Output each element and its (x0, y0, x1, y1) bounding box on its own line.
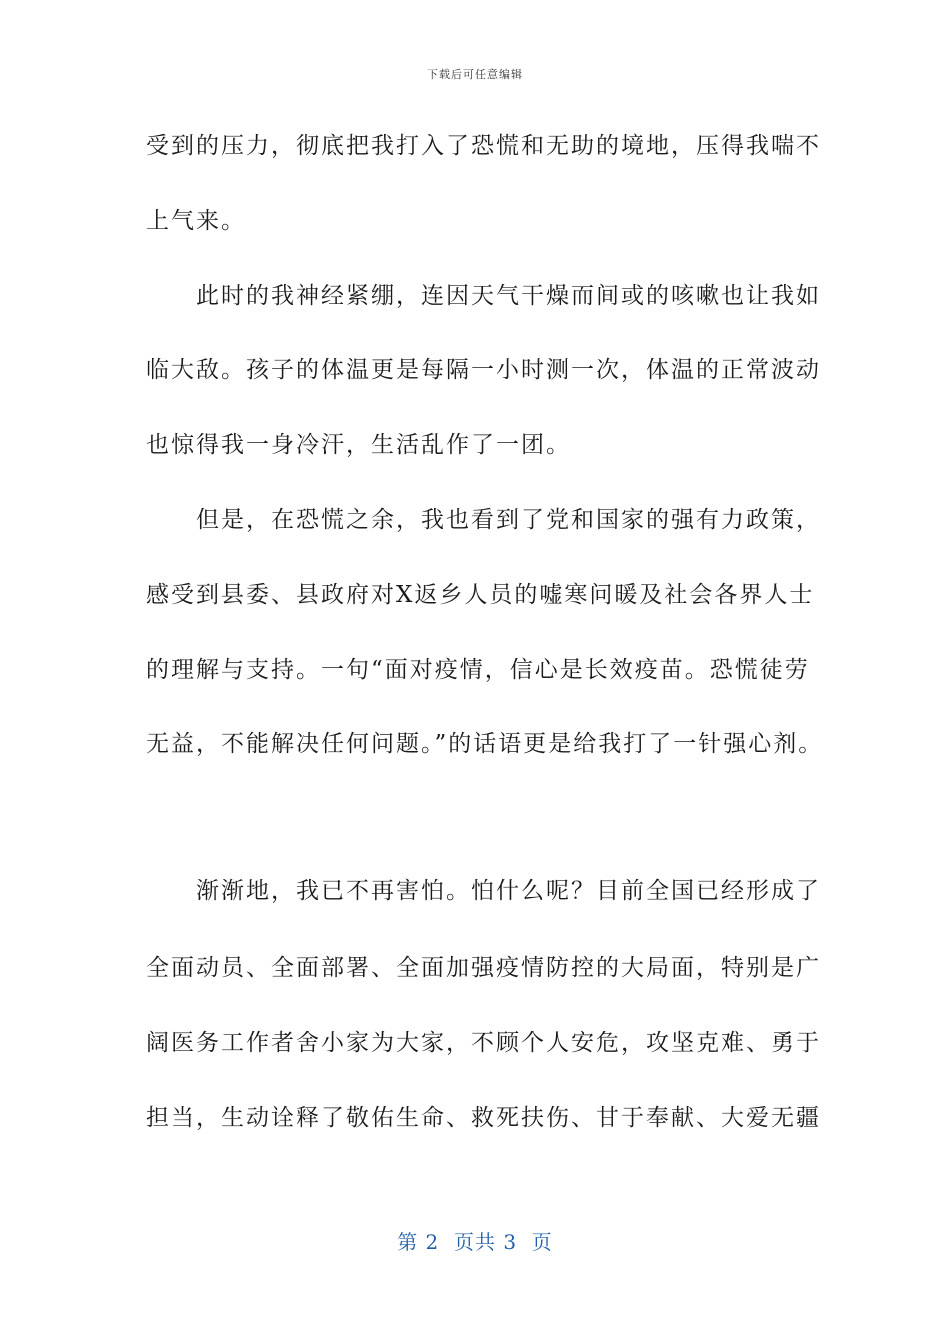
text-line: 也惊得我一身冷汗，生活乱作了一团。 (146, 432, 571, 458)
text-line: 受到的压力，彻底把我打入了恐慌和无助的境地，压得我喘不 (146, 133, 821, 159)
text-line: 渐渐地，我已不再害怕。怕什么呢？目前全国已经形成了 (146, 878, 821, 904)
text-line: 临大敌。孩子的体温更是每隔一小时测一次，体温的正常波动 (146, 357, 821, 383)
text-line: 此时的我神经紧绷，连因天气干燥而间或的咳嗽也让我如 (146, 283, 821, 309)
text-line: 担当，生动诠释了敬佑生命、救死扶伤、甘于奉献、大爱无疆 (146, 1105, 821, 1131)
page-number-footer: 第 2 页共 3 页 (397, 1230, 553, 1254)
text-line: 阔医务工作者舍小家为大家，不顾个人安危，攻坚克难、勇于 (146, 1030, 821, 1056)
text-line: 全面动员、全面部署、全面加强疫情防控的大局面，特别是广 (146, 955, 821, 981)
text-line: 感受到县委、县政府对X返乡人员的嘘寒问暖及社会各界人士 (146, 582, 815, 608)
text-line: 的理解与支持。一句“面对疫情，信心是长效疫苗。恐慌徒劳 (146, 657, 810, 683)
page-header: 下载后可任意编辑 (427, 68, 523, 81)
text-line: 但是，在恐慌之余，我也看到了党和国家的强有力政策， (146, 507, 821, 533)
text-line: 无益，不能解决任何问题。”的话语更是给我打了一针强心剂。 (146, 731, 824, 757)
text-line: 上气来。 (146, 208, 246, 234)
